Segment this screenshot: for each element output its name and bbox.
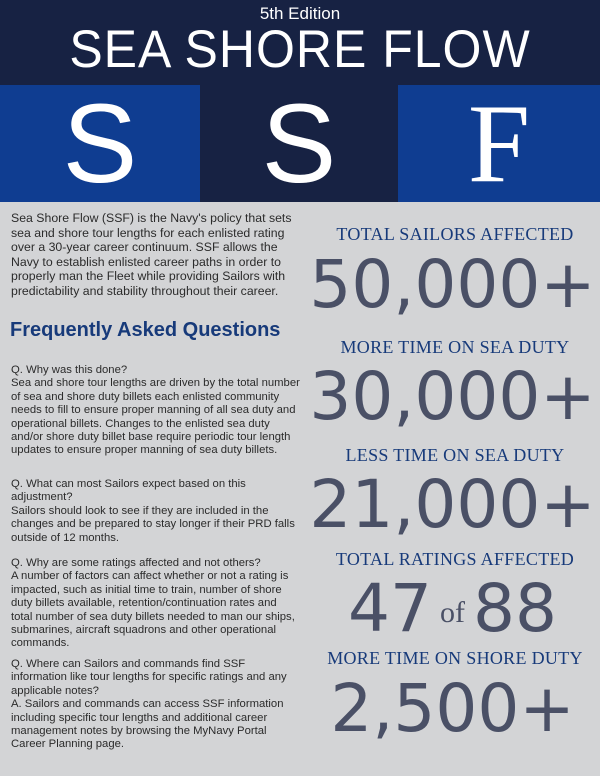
stat-value-more-sea: 30,000+ — [309, 358, 596, 435]
letter-block-s2 — [200, 81, 398, 206]
faq-answer: Sailors should look to see if they are included in the changes and be prepared to stay longer if their PRD falls outside of 12 months. — [11, 504, 295, 544]
faq-title: Frequently Asked Questions — [10, 319, 281, 341]
faq-item — [11, 557, 301, 651]
edition-label: 5th Edition — [259, 4, 341, 23]
page-title: SEA SHORE FLOW — [69, 19, 531, 79]
faq-answer: Sea and shore tour lengths are driven by the total number of sea and shore duty billets each enlisted community needs to fill to ensure proper manning of all sea duty and operational billets. Changes to the enlisted sea duty and/or shore duty billet base require periodic tour length updates to ensure proper manning of sea duty billets. — [11, 377, 300, 457]
header-banner — [0, 0, 600, 85]
stat-value-total-sailors: 50,000+ — [309, 246, 596, 323]
faq-answer: A number of factors can affect whether or not a rating is impacted, such as initial time to train, number of shore duty billets available, retention/continuation rates and total number of sea duty billets needed to man our ships, submarines, aircraft squadrons and other operational commands. — [11, 570, 295, 650]
stat-value-ratings — [305, 570, 600, 648]
letter-s2: S — [261, 81, 337, 206]
stat-label-less-sea: LESS TIME ON SEA DUTY — [345, 445, 565, 465]
faq-item — [11, 658, 301, 752]
faq-question: Q. Why are some ratings affected and not others? — [11, 557, 261, 569]
letter-bars — [0, 81, 600, 206]
ratings-total-count: 88 — [473, 570, 557, 647]
stat-label-total-sailors: TOTAL SAILORS AFFECTED — [336, 224, 574, 244]
faq-answer: A. Sailors and commands can access SSF information including specific tour lengths and additional career management notes by browsing the MyNavy Portal Career Planning page. — [11, 698, 284, 751]
letter-block-s1 — [0, 81, 200, 206]
stat-value-less-sea: 21,000+ — [309, 466, 596, 543]
letter-block-f — [398, 82, 600, 206]
letter-f: F — [467, 82, 531, 206]
ratings-of-word: of — [440, 595, 465, 629]
ratings-affected-count: 47 — [348, 570, 432, 647]
faq-question: Q. Why was this done? — [11, 364, 128, 376]
stat-label-more-shore: MORE TIME ON SHORE DUTY — [327, 648, 583, 668]
faq-question: Q. Where can Sailors and commands find SSF information like tour lengths for specific ratings and any applicable notes? — [11, 658, 287, 697]
faq-question: Q. What can most Sailors expect based on this adjustment? — [11, 478, 246, 504]
faq-item — [11, 364, 301, 458]
letter-s1: S — [62, 81, 138, 206]
stat-label-more-sea: MORE TIME ON SEA DUTY — [340, 337, 570, 357]
intro-paragraph: Sea Shore Flow (SSF) is the Navy's policy that sets sea and shore tour lengths for each enlisted rating over a 30-year career continuum. SSF allows the Navy to establish enlisted career paths in order to properly man the Fleet while providing Sailors with predictability and stability throughout their career. — [11, 211, 292, 298]
faq-item — [11, 478, 301, 545]
stat-label-ratings: TOTAL RATINGS AFFECTED — [335, 549, 575, 569]
stat-value-more-shore: 2,500+ — [330, 670, 575, 747]
